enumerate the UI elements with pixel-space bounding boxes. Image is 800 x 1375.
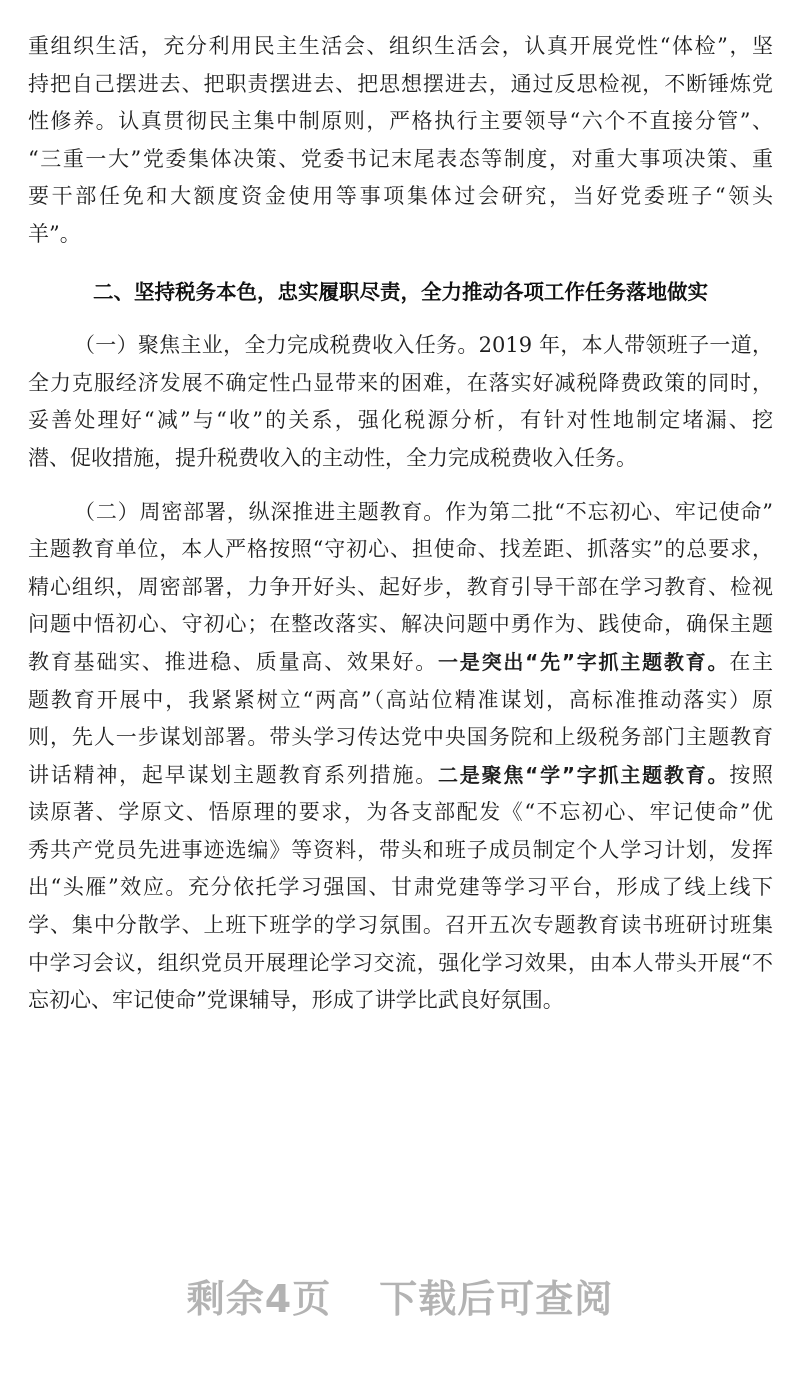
text-line: 要干部任免和大额度资金使用等事项集体过会研究，当好党委班子“领头	[28, 184, 773, 209]
text-span: 在主	[729, 649, 774, 674]
section-heading: 二、坚持税务本色，忠实履职尽责，全力推动各项工作任务落地做实	[93, 279, 708, 304]
text-line: 持把自己摆进去、把职责摆进去、把思想摆进去，通过反思检视，不断锤炼党	[28, 71, 773, 96]
text-span: 按照	[729, 762, 774, 787]
text-line: 潜、促收措施，提升税费收入的主动性，全力完成税费收入任务。	[28, 445, 637, 470]
text-line: 羊”。	[28, 221, 81, 246]
bold-subheading: 一是突出“先”字抓主题教育。	[438, 649, 730, 674]
text-line: （二）周密部署，纵深推进主题教育。作为第二批“不忘初心、牢记使命”	[74, 499, 773, 524]
text-line: 主题教育单位，本人严格按照“守初心、担使命、找差距、抓落实”的总要求，	[28, 537, 773, 562]
text-line: 中学习会议，组织党员开展理论学习交流，强化学习效果，由本人带头开展“不	[28, 950, 773, 975]
text-line: 全力克服经济发展不确定性凸显带来的困难，在落实好减税降费政策的同时，	[28, 370, 773, 395]
text-line: “三重一大”党委集体决策、党委书记末尾表态等制度，对重大事项决策、重	[28, 146, 773, 171]
text-line: 读原著、学原文、悟原理的要求，为各支部配发《“不忘初心、牢记使命”优	[28, 800, 773, 825]
text-line: 忘初心、牢记使命”党课辅导，形成了讲学比武良好氛围。	[28, 988, 564, 1013]
text-line: 精心组织，周密部署，力争开好头、起好步，教育引导干部在学习教育、检视	[28, 574, 773, 599]
bold-subheading: 二是聚焦“学”字抓主题教育。	[438, 762, 730, 787]
text-span: 讲话精神，起早谋划主题教育系列措施。	[28, 762, 439, 787]
text-line	[28, 757, 773, 795]
text-line	[28, 644, 773, 682]
text-line: 性修养。认真贯彻民主集中制原则，严格执行主要领导“六个不直接分管”、	[28, 109, 773, 134]
text-line: 则，先人一步谋划部署。带头学习传达党中央国务院和上级税务部门主题教育	[28, 725, 773, 750]
text-line: 题教育开展中，我紧紧树立“两高”（高站位精准谋划，高标准推动落实）原	[28, 687, 773, 712]
text-line: 出“头雁”效应。充分依托学习强国、甘肃党建等学习平台，形成了线上线下	[28, 875, 773, 900]
remaining-pages-label: 剩余4页	[186, 1277, 332, 1321]
text-span: 教育基础实、推进稳、质量高、效果好。	[28, 649, 439, 674]
paragraph-1	[28, 28, 773, 254]
document-body	[28, 28, 773, 1020]
text-line: 学、集中分散学、上班下班学的学习氛围。召开五次专题教育读书班研讨班集	[28, 913, 773, 938]
text-line: 妥善处理好“减”与“收”的关系，强化税源分析，有针对性地制定堵漏、挖	[28, 408, 773, 433]
text-line: 秀共产党员先进事迹选编》等资料，带头和班子成员制定个人学习计划，发挥	[28, 837, 773, 862]
download-to-view-label: 下载后可查阅	[379, 1277, 614, 1321]
download-prompt[interactable]	[0, 1268, 800, 1323]
paragraph-2	[28, 327, 773, 477]
paragraph-3	[28, 494, 773, 1020]
text-line: 问题中悟初心、守初心；在整改落实、解决问题中勇作为、践使命，确保主题	[28, 612, 773, 637]
text-line: （一）聚焦主业，全力完成税费收入任务。2019 年，本人带领班子一道，	[74, 333, 773, 358]
text-line: 重组织生活，充分利用民主生活会、组织生活会，认真开展党性“体检”，坚	[28, 34, 773, 58]
